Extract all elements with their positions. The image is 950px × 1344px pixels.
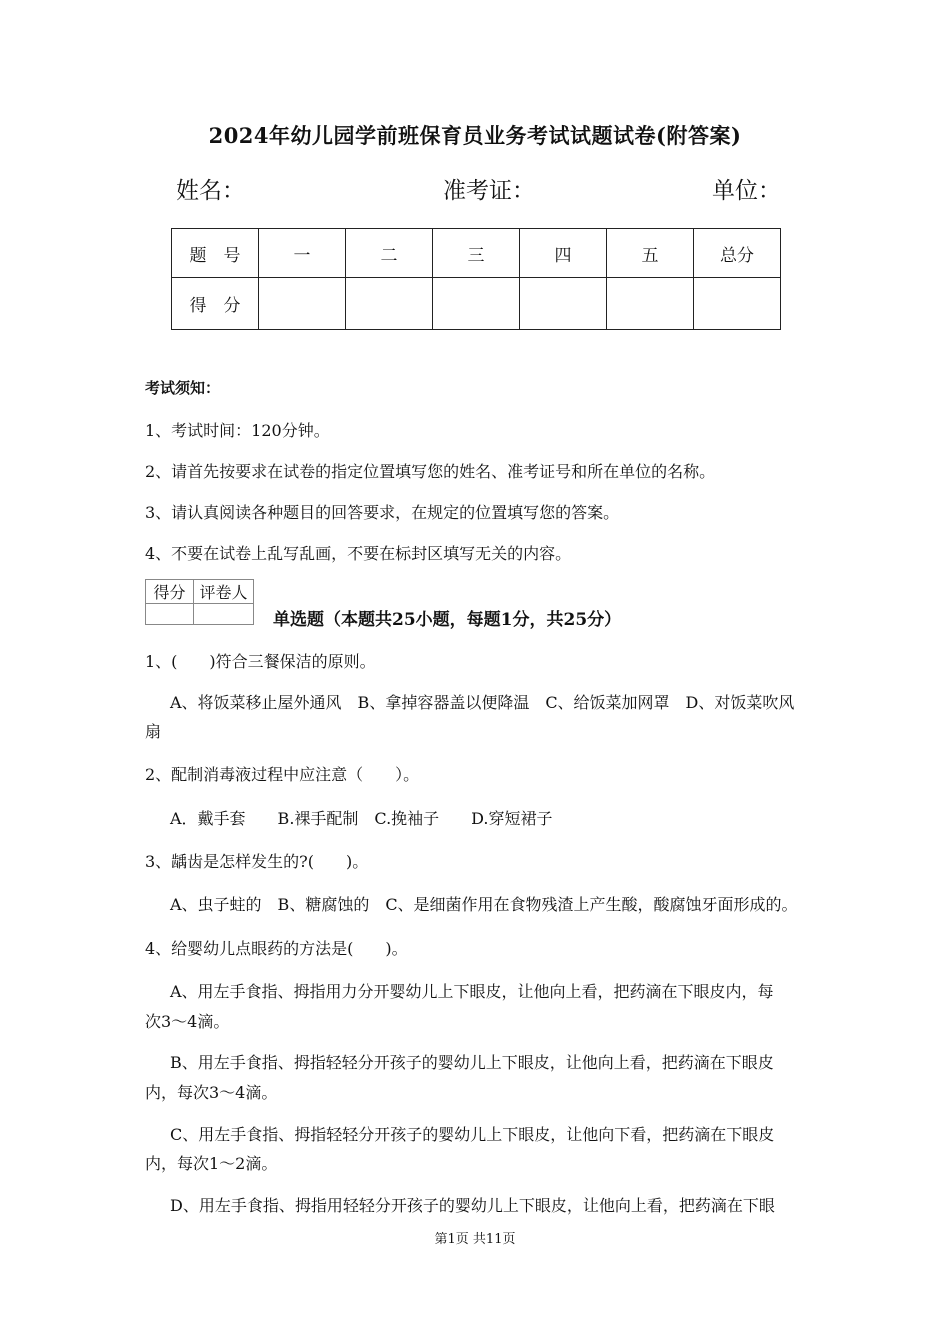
exam-id-label: 准考证：	[443, 178, 535, 204]
score-header-cell: 三	[433, 229, 520, 278]
grader-score-cell[interactable]	[146, 604, 194, 625]
score-table-header-row	[172, 229, 781, 278]
notice-heading: 考试须知：	[145, 379, 221, 397]
score-cell[interactable]	[607, 278, 694, 330]
name-label: 姓名：	[176, 178, 245, 204]
grader-name-label: 评卷人	[194, 580, 254, 604]
question-options: A、虫子蛀的 B、糖腐蚀的 C、是细菌作用在食物残渣上产生酸，酸腐蚀牙面形成的。	[170, 895, 798, 914]
document-title: 2024年幼儿园学前班保育员业务考试试题试卷(附答案)	[208, 123, 742, 148]
grader-score-label: 得分	[146, 580, 194, 604]
notice-item: 3、请认真阅读各种题目的回答要求，在规定的位置填写您的答案。	[145, 503, 620, 522]
score-header-cell: 五	[607, 229, 694, 278]
notice-item: 4、不要在试卷上乱写乱画，不要在标封区填写无关的内容。	[145, 544, 572, 563]
notice-item: 2、请首先按要求在试卷的指定位置填写您的姓名、准考证号和所在单位的名称。	[145, 462, 716, 481]
section-title: 单选题（本题共25小题，每题1分，共25分）	[273, 610, 622, 630]
score-header-cell: 四	[520, 229, 607, 278]
option-c-cont: 内，每次1～2滴。	[145, 1154, 278, 1173]
grader-name-cell[interactable]	[194, 604, 254, 625]
score-cell[interactable]	[259, 278, 346, 330]
score-table-score-row	[172, 278, 781, 330]
option-c: C、用左手食指、拇指轻轻分开孩子的婴幼儿上下眼皮，让他向下看，把药滴在下眼皮	[170, 1125, 775, 1144]
score-header-cell: 二	[346, 229, 433, 278]
question-stem: 1、( )符合三餐保洁的原则。	[145, 652, 376, 671]
question-stem: 2、配制消毒液过程中应注意（ ）。	[145, 765, 420, 784]
question-options: A．戴手套 B.裸手配制 C.挽袖子 D.穿短裙子	[170, 809, 553, 828]
option-d: D、用左手食指、拇指用轻轻分开孩子的婴幼儿上下眼皮，让他向上看，把药滴在下眼	[170, 1196, 775, 1215]
score-cell[interactable]	[520, 278, 607, 330]
score-cell[interactable]	[346, 278, 433, 330]
option-a-cont: 次3～4滴。	[145, 1012, 230, 1031]
option-b-cont: 内，每次3～4滴。	[145, 1083, 278, 1102]
score-header-cell: 题 号	[172, 229, 259, 278]
question-options: A、将饭菜移止屋外通风 B、拿掉容器盖以便降温 C、给饭菜加网罩 D、对饭菜吹风	[170, 693, 795, 712]
score-cell[interactable]	[433, 278, 520, 330]
score-header-cell: 总分	[694, 229, 781, 278]
notice-item: 1、考试时间：120分钟。	[145, 421, 330, 440]
question-stem: 4、给婴幼儿点眼药的方法是( )。	[145, 939, 408, 958]
question-options-cont: 扇	[145, 722, 162, 741]
score-cell[interactable]	[694, 278, 781, 330]
unit-label: 单位：	[712, 178, 781, 204]
question-stem: 3、龋齿是怎样发生的?( )。	[145, 852, 369, 871]
score-table	[171, 228, 781, 330]
option-a: A、用左手食指、拇指用力分开婴幼儿上下眼皮，让他向上看，把药滴在下眼皮内，每	[170, 982, 774, 1001]
score-header-cell: 一	[259, 229, 346, 278]
option-b: B、用左手食指、拇指轻轻分开孩子的婴幼儿上下眼皮，让他向上看，把药滴在下眼皮	[170, 1053, 774, 1072]
page-footer: 第1页 共11页	[434, 1232, 516, 1247]
score-row-label: 得 分	[172, 278, 259, 330]
grader-box	[145, 579, 254, 625]
